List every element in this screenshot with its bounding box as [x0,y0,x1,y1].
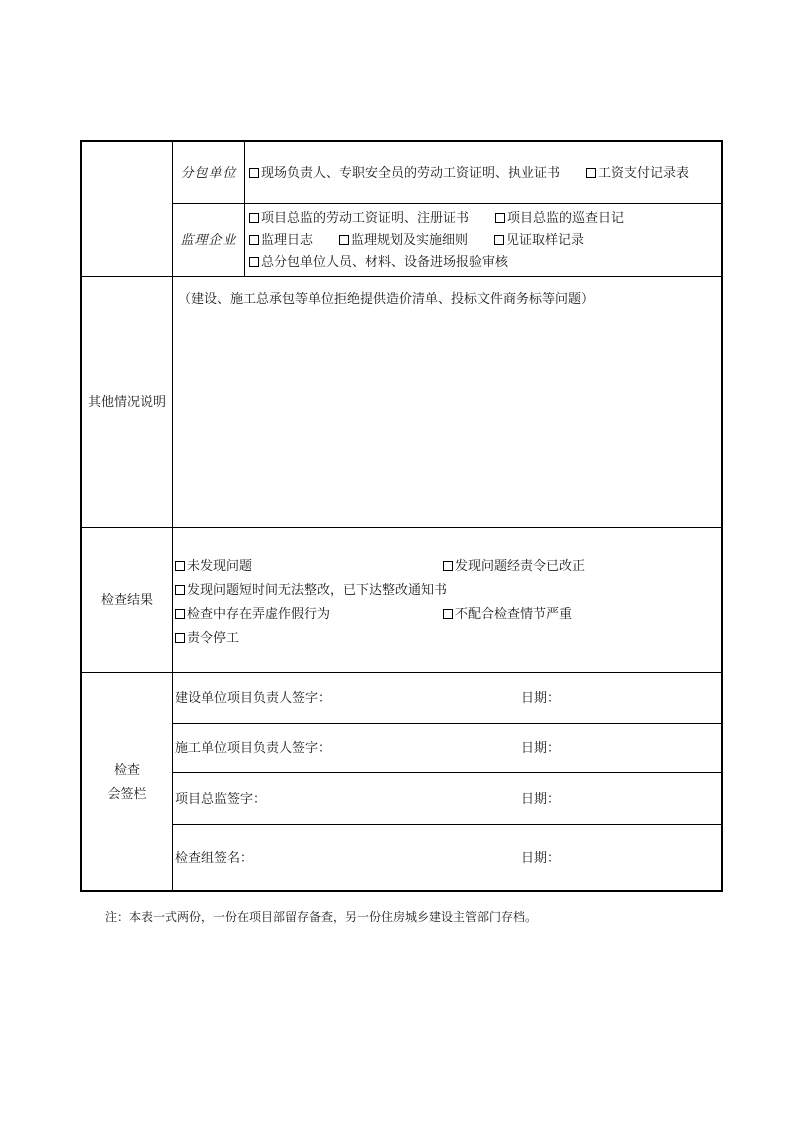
result-line [175,626,717,650]
signature-row [173,773,721,825]
result-line [175,578,717,602]
checkbox-label: 责令停工 [187,630,240,645]
date-label: 日期： [521,790,561,806]
checkbox-unchecked-icon [586,168,596,178]
supervision-unit-label: 监理企业 [173,204,245,276]
checkbox-item [249,207,469,229]
supervision-row [173,204,721,276]
checkbox-item [249,251,508,273]
checkbox-item [339,229,468,251]
empty-label-cell [82,142,173,276]
checkbox-item [249,229,313,251]
checkbox-unchecked-icon [443,609,453,619]
checkbox-item [175,582,447,597]
checkbox-label: 总分包单位人员、材料、设备进场报验审核 [261,254,509,269]
checkbox-label: 现场负责人、专职安全员的劳动工资证明、执业证书 [261,164,561,180]
checkbox-unchecked-icon [495,213,505,223]
date-label: 日期： [521,740,561,756]
signature-label: 建设单位项目负责人签字： [175,690,332,706]
other-notes-label: 其他情况说明 [82,277,173,527]
date-label: 日期： [521,690,561,706]
result-line [175,554,717,578]
signature-label: 项目总监签字： [175,790,267,806]
checkbox-unchecked-icon [494,235,504,245]
inspection-result-row [82,528,721,673]
checkbox-item [494,229,584,251]
checkbox-item [495,207,624,229]
checkbox-label: 见证取样记录 [506,232,585,247]
signature-row [173,724,721,773]
checkbox-item [249,162,560,184]
checkbox-unchecked-icon [249,257,259,267]
subcontractor-row [173,142,721,204]
checkbox-label: 监理日志 [261,232,314,247]
signature-section [82,673,721,890]
signature-row [173,673,721,724]
other-notes-row [82,277,721,528]
signature-section-label-line2: 会签栏 [107,785,147,801]
signature-row [173,825,721,890]
signature-section-label [82,673,173,890]
checkbox-unchecked-icon [249,213,259,223]
checkbox-label: 项目总监的巡查日记 [507,210,625,225]
signature-section-label-line1: 检查 [113,761,140,777]
checkbox-unchecked-icon [175,561,185,571]
checkbox-unchecked-icon [175,585,185,595]
subcontractor-unit-label: 分包单位 [173,142,245,203]
footnote: 注：本表一式两份，一份在项目部留存备查，另一份住房城乡建设主管部门存档。 [105,910,538,924]
date-label: 日期： [521,849,561,865]
checkbox-unchecked-icon [443,561,453,571]
checkbox-label: 不配合检查情节严重 [455,606,573,621]
checkbox-unchecked-icon [249,235,259,245]
inspection-result-label: 检查结果 [82,528,173,672]
checkbox-unchecked-icon [175,609,185,619]
checkbox-label: 发现问题经责令已改正 [455,558,586,573]
checkbox-label: 发现问题短时间无法整改，已下达整改通知书 [187,582,448,597]
checkbox-item [443,554,585,578]
result-line [175,602,717,626]
checkbox-label: 工资支付记录表 [598,164,690,180]
checkbox-label: 未发现问题 [187,558,253,573]
checkbox-unchecked-icon [339,235,349,245]
checkbox-item [175,606,330,621]
checkbox-unchecked-icon [249,168,259,178]
signature-label: 施工单位项目负责人签字： [175,740,332,756]
signature-label: 检查组签名： [175,849,254,865]
checkbox-label: 检查中存在弄虚作假行为 [187,606,331,621]
checkbox-item [586,162,689,184]
checkbox-item [175,630,239,645]
checkbox-unchecked-icon [175,633,185,643]
inspection-form-table [80,140,723,892]
other-notes-content: （建设、施工总承包等单位拒绝提供造价清单、投标文件商务标等问题） [178,291,595,306]
checkbox-label: 监理规划及实施细则 [351,232,469,247]
checkbox-label: 项目总监的劳动工资证明、注册证书 [261,210,470,225]
checkbox-item [175,558,252,573]
attachment-section [82,142,721,277]
checkbox-item [443,602,572,626]
